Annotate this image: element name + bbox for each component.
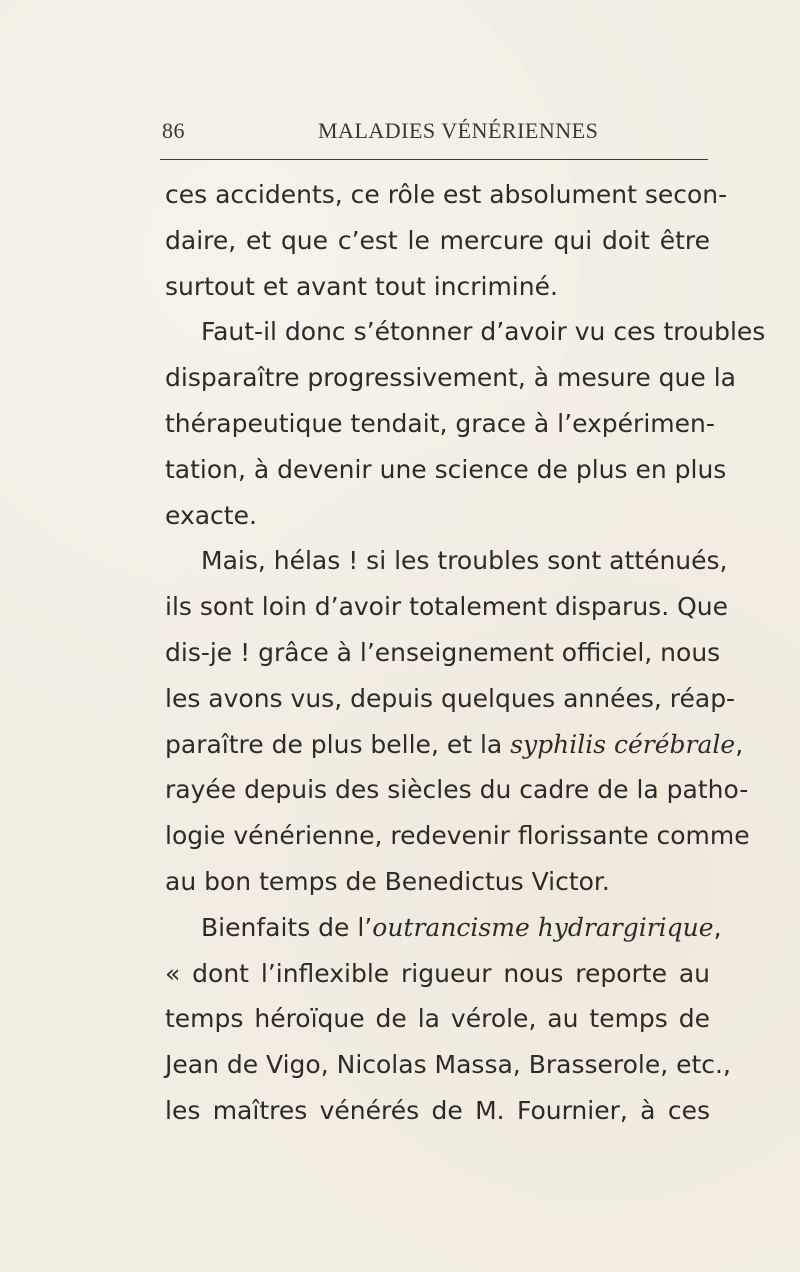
text-line: surtout et avant tout incriminé.	[165, 271, 558, 301]
text-run: ,	[735, 729, 744, 759]
text-line: les maîtres vénérés de M. Fournier, à ces	[165, 1095, 710, 1125]
italic-term-outrancisme-hydrargirique: outrancisme hydrargirique	[372, 912, 714, 942]
header-rule	[160, 159, 708, 160]
text-line: les avons vus, depuis quelques années, réap-	[165, 683, 736, 713]
text-line: « dont l’inflexible rigueur nous reporte au	[165, 958, 710, 988]
text-line: daire, et que c’est le mercure qui doit être	[165, 225, 710, 255]
text-line: Jean de Vigo, Nicolas Massa, Brasserole, etc.,	[165, 1050, 731, 1080]
text-line: ils sont loin d’avoir totalement disparus. Que	[165, 592, 729, 622]
page-header	[162, 118, 706, 146]
italic-term-syphilis-cerebrale: syphilis cérébrale	[510, 729, 736, 759]
text-line: disparaître progressivement, à mesure que la	[165, 363, 736, 393]
text-line: logie vénérienne, redevenir florissante comme	[165, 821, 750, 851]
text-line: tation, à devenir une science de plus en plus	[165, 454, 727, 484]
text-line: dis-je ! grâce à l’enseignement officiel, nous	[165, 637, 721, 667]
text-line: exacte.	[165, 500, 257, 530]
text-line: Mais, hélas ! si les troubles sont atténués,	[201, 546, 728, 576]
text-run: Bienfaits de l’	[201, 912, 373, 942]
text-line: ces accidents, ce rôle est absolument secon-	[165, 180, 728, 209]
text-line: au bon temps de Benedictus Victor.	[165, 866, 610, 896]
text-line: thérapeutique tendait, grace à l’expérimen-	[165, 408, 715, 438]
body-text	[165, 172, 766, 1134]
text-line	[165, 722, 744, 768]
text-run: paraître de plus belle, et la	[165, 729, 511, 759]
text-run: ,	[713, 912, 722, 942]
text-line: Faut-il donc s’étonner d’avoir vu ces troubles	[201, 317, 766, 347]
running-title: MALADIES VÉNÉRIENNES	[318, 118, 599, 143]
text-line: temps héroïque de la vérole, au temps de	[165, 1004, 710, 1034]
text-line: rayée depuis des siècles du cadre de la patho-	[165, 775, 749, 805]
text-line	[165, 905, 722, 951]
page-number: 86	[162, 118, 185, 143]
